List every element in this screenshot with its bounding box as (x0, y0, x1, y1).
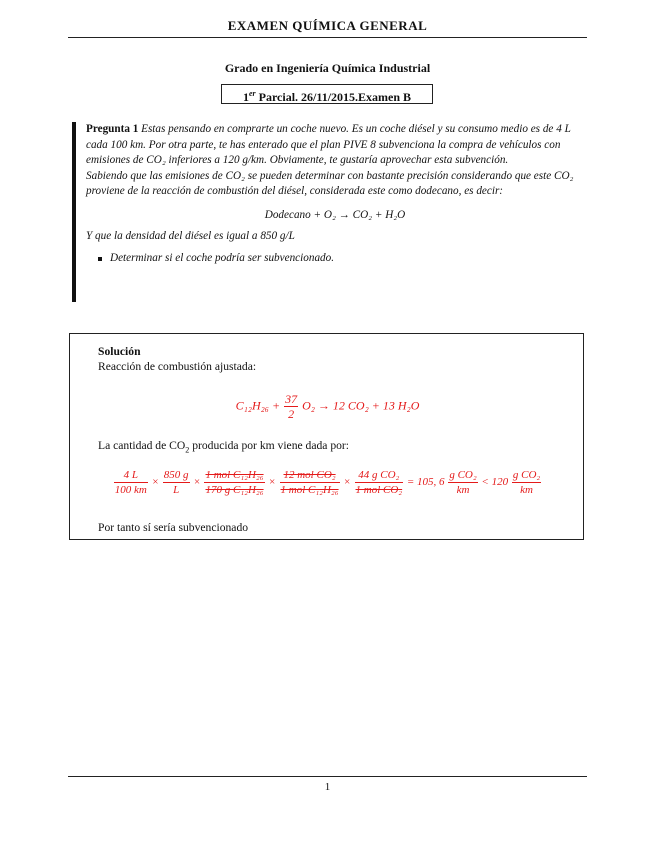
eq2-f2-den: L (173, 484, 180, 496)
solution-box (69, 333, 584, 540)
eq2-limit-unit (512, 468, 541, 497)
eq1-reactant: C₁₂H₂₆ + (235, 398, 281, 413)
question-block (72, 122, 584, 302)
eq2-f4-den: 1 mol C₁₂H₂₆ (280, 484, 339, 496)
times-sign: × (343, 476, 351, 489)
solution-conclusion: Por tanto sí sería subvencionado (98, 521, 249, 534)
eq2-factor-3 (204, 468, 264, 497)
eq2-f2-num: 850 g (163, 469, 189, 481)
solution-title: Solución (98, 345, 141, 358)
degree-title: Grado en Ingeniería Química Industrial (224, 61, 431, 75)
eq2-limit-value: < 120 (481, 476, 509, 489)
question-paragraph-3: Y que la densidad del diésel es igual a 850 g/L (86, 230, 295, 242)
eq2-f1-num: 4 L (114, 468, 148, 483)
solution-combustion-intro: Reacción de combustión ajustada: (98, 360, 257, 373)
times-sign: × (193, 476, 201, 489)
eq2-f1-den: 100 km (114, 484, 147, 496)
question-bullets (86, 251, 584, 267)
eq2-l-den: km (520, 484, 533, 496)
eq2-factor-1 (114, 468, 148, 497)
co2-intro-sub: 2 (185, 445, 190, 455)
times-sign: × (151, 476, 160, 489)
exam-title: EXAMEN QUÍMICA GENERAL (227, 18, 428, 33)
eq2-l-num: g CO₂ (512, 469, 541, 481)
eq2-r-den: km (456, 484, 470, 496)
question-label: Pregunta 1 (86, 123, 139, 135)
question-paragraph-1: Estas pensando en comprarte un coche nuevo. Es un coche diésel y su consumo medio es de 4 L cada 100 km. Por otra parte, te has enterado que el plan PIVE 8 subvenciona la compra de vehículos con emisiones de CO₂ inferiores a 120 g/km. Obviamente, te gustaría aprovechar esta subvención. (86, 123, 571, 166)
eq2-f3-num: 1 mol C₁₂H₂₆ (205, 469, 264, 481)
eq2-f4-num: 12 mol CO₂ (280, 468, 340, 483)
co2-intro-post: producida por km viene dada por: (189, 439, 349, 452)
exam-label: Parcial. 26/11/2015.Examen B (258, 90, 412, 104)
eq1-fraction (284, 392, 298, 421)
exam-ordinal: 1 (242, 90, 249, 104)
times-sign: × (268, 476, 276, 489)
co2-intro-pre: La cantidad de CO (98, 439, 186, 452)
page-number: 1 (324, 781, 331, 793)
eq1-rest: O₂ → 12 CO₂ + 13 H₂O (302, 398, 420, 413)
question-reaction: Dodecano + O₂ → CO₂ + H₂O (264, 208, 406, 221)
eq2-f3-den: 170 g C₁₂H₂₆ (205, 484, 264, 496)
question-bullet-item: Determinar si el coche podría ser subvencionado. (110, 251, 584, 267)
question-paragraph-2: Sabiendo que las emisiones de CO₂ se pueden determinar con bastante precisión considerando que este CO₂ proviene de la reacción de combustión del diésel, considerada este como dodecano, es decir: (86, 169, 574, 197)
eq2-factor-4 (280, 468, 340, 497)
eq2-factor-2 (163, 468, 190, 497)
eq2-result-value: = 105, 6 (406, 476, 445, 489)
co2-intro (98, 438, 349, 457)
eq2-r-num: g CO₂ (449, 469, 477, 481)
eq2-factor-5 (355, 468, 404, 497)
eq2-f5-num: 44 g CO₂ (355, 468, 404, 483)
eq1-frac-num: 37 (285, 392, 298, 406)
exam-ordinal-sup: er (248, 89, 256, 98)
eq2-result-unit (448, 468, 477, 497)
balanced-equation (70, 392, 585, 421)
conversion-equation (70, 468, 585, 497)
footer-rule (68, 776, 587, 777)
eq1-frac-den: 2 (288, 407, 295, 421)
eq2-f5-den: 1 mol CO₂ (355, 484, 403, 496)
header-rule (68, 37, 587, 38)
exam-info-box (221, 84, 433, 104)
